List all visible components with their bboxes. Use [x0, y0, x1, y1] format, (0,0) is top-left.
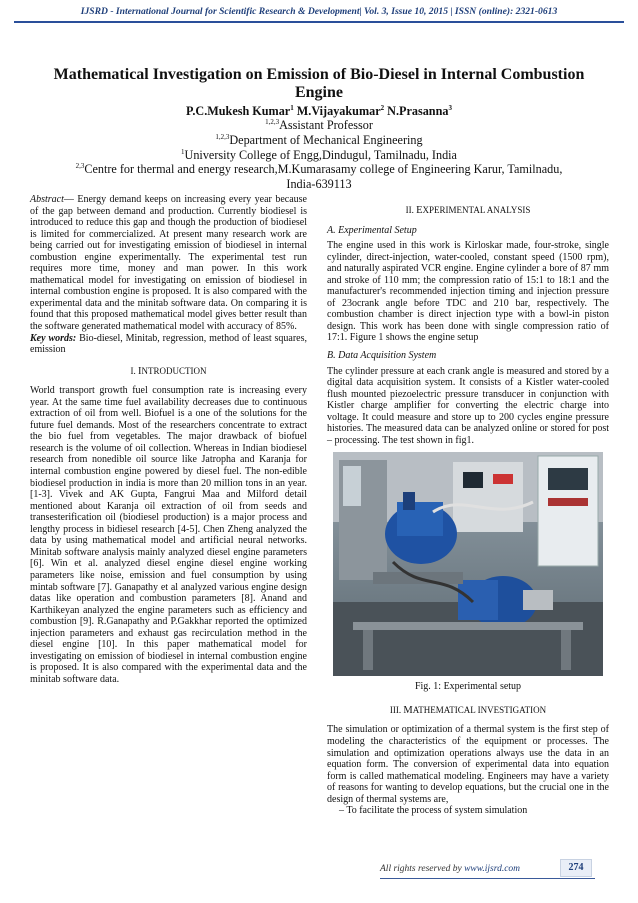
section-2-number: II.: [405, 205, 417, 215]
subsection-b-heading: B. Data Acquisition System: [327, 350, 437, 362]
affiliation-1-sup: 1,2,3: [265, 118, 280, 126]
mathematical-investigation-paragraph: The simulation or optimization of a thermal system is the first step of modeling the characteristics of the equipment or processes. The simulation and optimization operations always use the data in an equation form. The conversion of experimental data into equation form is called mathematical modeling. Engineers may have a variety of reasons for wanting to develop equations, but the crucial one in the design of thermal systems are,: [327, 724, 609, 805]
author-1: P.C.Mukesh Kumar: [186, 104, 291, 118]
engine-setup-image: [333, 452, 603, 676]
affiliation-3: [20, 148, 618, 162]
journal-header: IJSRD - International Journal for Scientific Research & Development| Vol. 3, Issue 10, 2015 | ISSN (online): 2321-0613: [80, 6, 558, 17]
author-3-sup: 3: [448, 104, 452, 112]
affiliation-4-text: Centre for thermal and energy research,M.Kumarasamy college of Engineering Karur, Tamilnadu,: [84, 162, 563, 176]
section-2-rest: XPERIMENTAL ANALYSIS: [422, 205, 531, 215]
author-line: [20, 104, 618, 118]
affiliation-4-sup: 2,3: [75, 162, 85, 170]
experimental-setup-photo: [333, 452, 603, 676]
section-2-heading: [327, 205, 609, 217]
header-rule: [14, 21, 624, 23]
author-2-sup: 2: [380, 104, 385, 112]
abstract-label: Abstract: [30, 194, 64, 205]
bullet-item: – To facilitate the process of system simulation: [339, 805, 528, 817]
author-2: M.Vijayakumar: [293, 104, 381, 118]
section-3-heading: [327, 705, 609, 717]
section-2-cap: E: [416, 205, 423, 216]
keywords-label: Key words:: [30, 332, 77, 344]
section-1-heading: [30, 366, 307, 378]
footer-rule: [380, 878, 595, 879]
section-1-cap: I: [138, 365, 142, 377]
author-1-sup: 1: [290, 104, 294, 112]
affiliation-4: [20, 162, 618, 176]
affiliation-5: India-639113: [286, 177, 352, 191]
section-3-rest: ATHEMATICAL INVESTIGATION: [412, 704, 547, 715]
left-column: [30, 194, 307, 685]
affiliation-3-sup: 1: [181, 148, 185, 156]
footer-link[interactable]: www.ijsrd.com: [464, 864, 521, 874]
footer: [380, 864, 520, 874]
keywords-text: Bio-diesel, Minitab, regression, method of least squares, emission: [30, 332, 307, 356]
section-3-cap: M: [403, 704, 413, 716]
affiliation-1: [20, 118, 618, 132]
affiliation-2: [20, 133, 618, 147]
affiliation-2-text: Department of Mechanical Engineering: [229, 133, 423, 147]
affiliation-3-text: University College of Engg,Dindugul, Tamilnadu, India: [184, 148, 457, 162]
data-acquisition-paragraph: The cylinder pressure at each crank angle is measured and stored by a digital data acquisition system. It consists of a Kistler water-cooled flush mounted piezoelectric pressure transducer in conjunction with Kistler charge amplifier for converting the electric charge into voltage. It could measure and store up to 200 cycles engine pressure histories. The measured data can be analyzed online or stored for post – processing. The test shown in fig1.: [327, 365, 609, 446]
section-3-number: III.: [389, 704, 404, 715]
abstract: [30, 194, 307, 333]
paper-title: Mathematical Investigation on Emission of Bio-Diesel in Internal Combustion Engine: [53, 66, 585, 101]
author-3: N.Prasanna: [384, 104, 449, 118]
right-column: [327, 205, 609, 817]
affiliation-2-sup: 1,2,3: [215, 133, 230, 141]
intro-paragraph: World transport growth fuel consumption rate is increasing every year. At the same time fuel availability decreases due to continuous extraction of oil from well. Biofuel is a one of the solutions for the future fuel demands. Most of the researchers concentrate to extract the bio fuel from vegetables. The major drawback of biofuel research is the volume of oil collection. Whereas in Indian biodiesel research from nonedible oil source like Jatropha and Karanja for internal combustion engine powered by diesel fuel. The non-edible biodiesel production in india is more than 20 million tons in an year. [1-3]. Vivek and AK Gupta, Fangrui Maa and Milford detail mentioned about Karanja oil extraction of oil from seeds and transesterification oil (biodiesel production) is a major process and lengthy process in bidiesel research [4-5]. Chen Zheng analyzed the data by using mathematical model and artificial neural networks. Minitab software analysis mainly analyzed diesel engine parameters [6]. Win et al. analyzed diesel engine diesel engine working parameters like noise, emission and fuel consumption by using mintab software [7]. Ganapathy et al analyzed various engine design datas like operation and combustion parameters [8]. Anand and Karthikeyan analyzed the engine parameters such as efficiency and combustion [9]. R.Ganapathy and P.Gakkhar reported the optimized injection parameters and exhaust gas recirculation method in the diesel engine [10]. In this paper mathematical model for investigating on emission of biodiesel in internal combustion engine is proposed. It is also compared with the experimental data and the minitab software data.: [30, 385, 307, 685]
page-number: 274: [560, 859, 592, 877]
abstract-text: — Energy demand keeps on increasing every year because of the gap between demand and production. Currently biodiesel is introduced to reduce this gap and though the production of biodiesel is limited for commercialized. At present many research work are being carried out for investigating emission of biodiesel in internal combustion engine experimentally. The experimental test run requires more time, money and man power. In this work mathematical model for investigating on emission of biodiesel in internal combustion engine is proposed. It is also compared with the experimental data and the minitab software data. On comparing it is found that this proposed mathematical model gives better result than the software generated mathematical model with accuracy of 85%.: [30, 194, 307, 333]
footer-text: All rights reserved by: [380, 864, 465, 874]
subsection-a-heading: A. Experimental Setup: [327, 224, 417, 236]
affiliation-1-text: Assistant Professor: [279, 118, 373, 132]
section-1-rest: NTRODUCTION: [141, 365, 207, 376]
figure-caption: Fig. 1: Experimental setup: [414, 681, 522, 693]
experimental-setup-paragraph: The engine used in this work is Kirloskar made, four-stroke, single cylinder, direct-injection, water-cooled, constant speed (1500 rpm), and naturally aspirated VCR engine. Engine cylinder a bore of 87 mm and stroke of 110 mm; the compression ratio of 15:1 to 18:1 and the manufacturer's recommended injection timing and injection pressure of 23ocrank angle before TDC and 210 bar, respectively. The combustion chamber is direct injection type with a bowl-in piston design. This work has been done with single compression ratio of 17:1. Figure 1 shows the engine setup: [327, 240, 609, 344]
keywords: [30, 333, 307, 356]
section-1-number: I.: [130, 365, 138, 376]
